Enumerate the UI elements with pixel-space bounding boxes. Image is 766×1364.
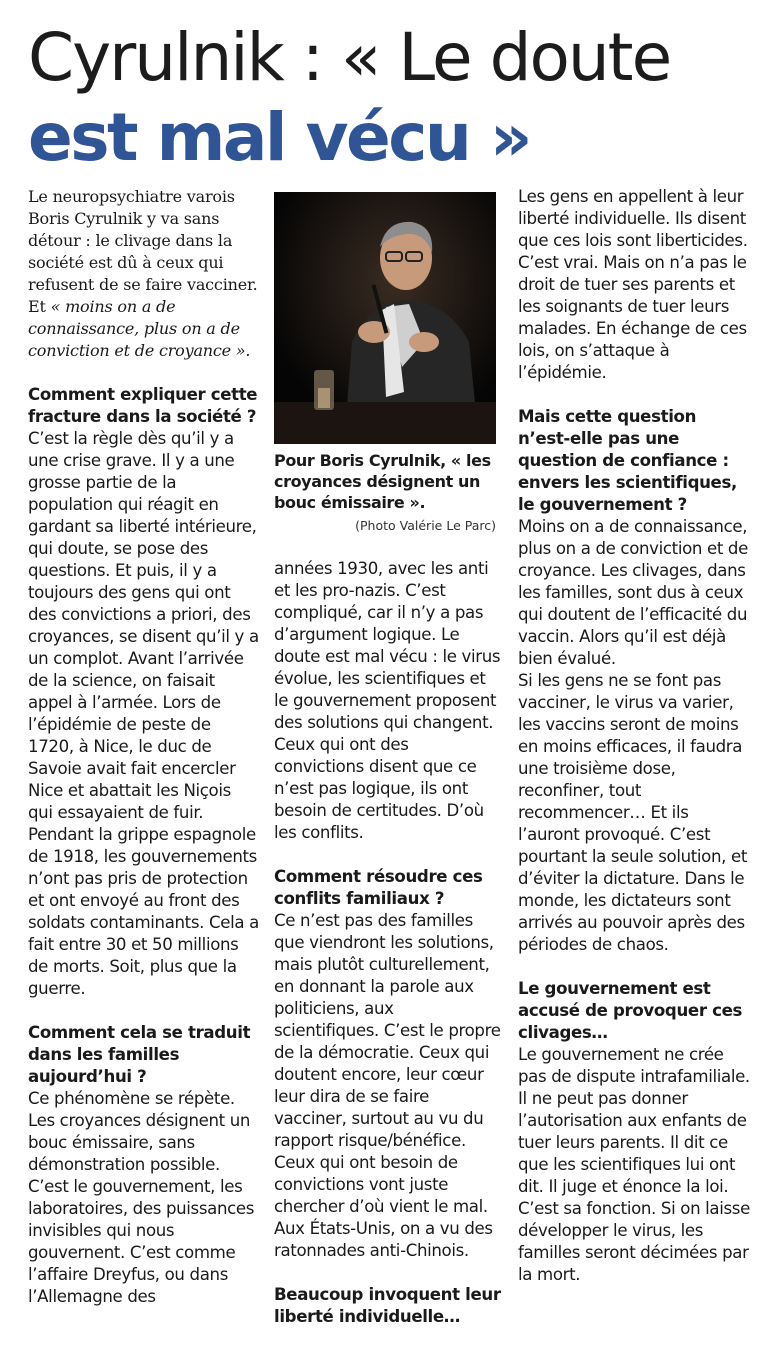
answer-2-continued: années 1930, avec les anti et les pro-nazis. C’est compliqué, car il n’y a pas d’argument logique. Le doute est mal vécu : le virus évolue, les scientifiques et le gouvernement proposent des solutions qui changent. Ceux qui ont des convictions disent que ce n’est pas logique, ils ont besoin de certitudes. D’où les conflits. (274, 559, 501, 842)
answer-2: Ce phénomène se répète. Les croyances désignent un bouc émissaire, sans démonstration possible. C’est le gouvernement, les laboratoires, des puissances invisibles qui nous gouvernent. C’est comme l’affaire Dreyfus, ou dans l’Allemagne des (28, 1089, 255, 1306)
intro-paragraph (28, 186, 260, 362)
headline-line-1: Cyrulnik : « Le doute (28, 19, 671, 96)
question-2: Comment cela se traduit dans les familles aujourd’hui ? (28, 1023, 251, 1086)
photo-caption: Pour Boris Cyrulnik, « les croyances désignent un bouc émissaire ». (274, 451, 491, 512)
answer-3: Ce n’est pas des familles que viendront les solutions, mais plutôt culturellement, en donnant la parole aux politiciens, aux scientifiques. C’est le propre de la démocratie. Ceux qui doutent encore, leur cœur leur dira de se faire vacciner, surtout au vu du rapport risque/bénéfice. Ceux qui ont besoin de convictions vont juste chercher d’où vient le mal. Aux États-Unis, on a vu des ratonnades anti-Chinois. (274, 911, 501, 1260)
intro-text: Le neuropsychiatre varois Boris Cyrulnik y va sans détour : le clivage dans la société est dû à ceux qui refusent de se faire vacciner. Et (28, 187, 258, 316)
photo-credit: (Photo Valérie Le Parc) (355, 518, 496, 533)
question-1: Comment expliquer cette fracture dans la société ? (28, 385, 258, 426)
column-1 (28, 186, 260, 1308)
column-2 (274, 558, 502, 1328)
answer-5a: Moins on a de connaissance, plus on a de conviction et de croyance. Les clivages, dans les familles, sont dus à ceux qui doutent de l’efficacité du vaccin. Alors qu’il est déjà bien évalué. (518, 517, 748, 668)
portrait-illustration (274, 192, 496, 444)
answer-4: Les gens en appellent à leur liberté individuelle. Ils disent que ces lois sont liberticides. C’est vrai. Mais on n’a pas le droit de tuer ses parents et les soignants de tuer leurs malades. En échange de ces lois, on s’attaque à l’épidémie. (518, 187, 748, 382)
headline (28, 18, 758, 178)
intro-quote: « moins on a de connaissance, plus on a de conviction et de croyance ». (28, 297, 251, 360)
column-3 (518, 186, 750, 1286)
question-5: Mais cette question n’est-elle pas une question de confiance : envers les scientifiques, le gouvernement ? (518, 407, 737, 514)
answer-6: Le gouvernement ne crée pas de dispute intrafamiliale. Il ne peut pas donner l’autorisation aux enfants de tuer leurs parents. Il dit ce que les scientifiques lui ont dit. Il juge et énonce la loi. C’est sa fonction. Si on laisse développer le virus, les familles seront décimées par la mort. (518, 1045, 750, 1284)
question-4: Beaucoup invoquent leur liberté individuelle… (274, 1285, 501, 1326)
question-6: Le gouvernement est accusé de provoquer ces clivages… (518, 979, 743, 1042)
headline-line-2: est mal vécu » (28, 99, 530, 176)
portrait-photo (274, 192, 496, 444)
answer-1: C’est la règle dès qu’il y a une crise grave. Il y a une grosse partie de la population qui réagit en gardant sa liberté intérieure, qui doute, se pose des questions. Et puis, il y a toujours des gens qui ont des convictions a priori, des croyances, se disent qu’il y a un complot. Avant l’arrivée de la science, on faisait appel à l’armée. Lors de l’épidémie de peste de 1720, à Nice, le duc de Savoie avait fait encercler Nice et abattait les Niçois qui essayaient de fuir. Pendant la grippe espagnole de 1918, les gouvernements n’ont pas pris de protection et ont envoyé au front des soldats contaminants. Cela a fait entre 30 et 50 millions de morts. Soit, plus que la guerre. (28, 429, 259, 998)
question-3: Comment résoudre ces conflits familiaux ? (274, 867, 483, 908)
answer-5b: Si les gens ne se font pas vacciner, le virus va varier, les vaccins seront de moins en moins efficaces, il faudra une troisième dose, reconfiner, tout recommencer… Et ils l’auront provoqué. C’est pourtant la seule solution, et d’éviter la dictature. Dans le monde, les dictateurs sont arrivés au pouvoir après des périodes de chaos. (518, 671, 747, 954)
